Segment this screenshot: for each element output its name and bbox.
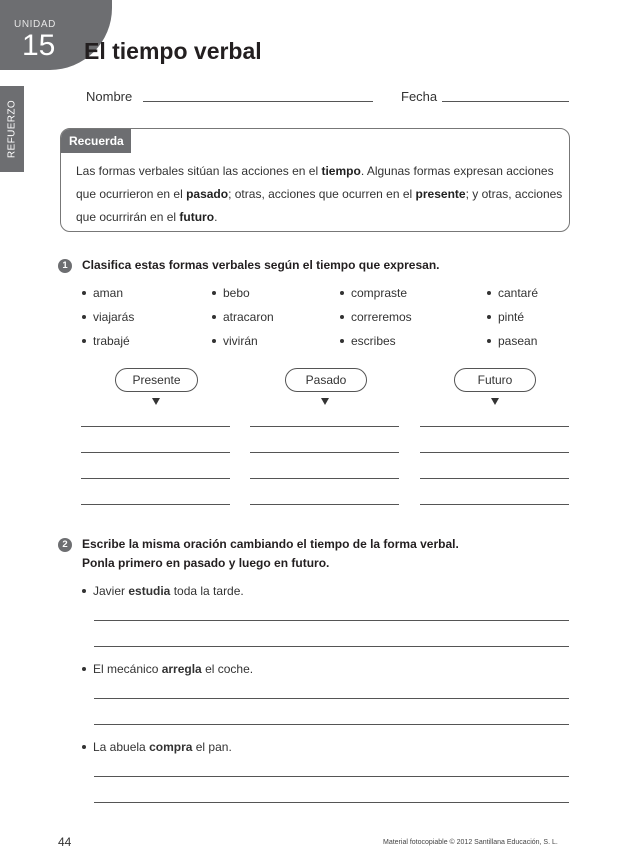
- answer-line-sentence-2[interactable]: [94, 724, 569, 725]
- question-number-2: 2: [58, 538, 72, 552]
- page-number: 44: [58, 835, 72, 849]
- question-number-1: 1: [58, 259, 72, 273]
- answer-line-futuro[interactable]: [420, 504, 569, 505]
- verb-item: trabajé: [82, 334, 130, 348]
- category-pasado: Pasado: [285, 368, 367, 392]
- category-futuro: Futuro: [454, 368, 536, 392]
- answer-line-presente[interactable]: [81, 504, 230, 505]
- answer-line-pasado[interactable]: [250, 426, 399, 427]
- sentence-item: Javier estudia toda la tarde.: [82, 584, 244, 598]
- verb-item: aman: [82, 286, 123, 300]
- name-label: Nombre: [86, 89, 133, 104]
- answer-line-futuro[interactable]: [420, 478, 569, 479]
- verb-item: viajarás: [82, 310, 134, 324]
- answer-line-futuro[interactable]: [420, 426, 569, 427]
- answer-line-pasado[interactable]: [250, 478, 399, 479]
- answer-line-pasado[interactable]: [250, 452, 399, 453]
- sentence-item: El mecánico arregla el coche.: [82, 662, 253, 676]
- answer-line-sentence-1[interactable]: [94, 620, 569, 621]
- arrow-down-icon: [491, 398, 499, 405]
- verb-item: pinté: [487, 310, 524, 324]
- question-2-instruction-line1: Escribe la misma oración cambiando el tiempo de la forma verbal.: [82, 537, 459, 551]
- recuerda-text: Las formas verbales sitúan las acciones en el tiempo. Algunas formas expresan acciones que ocurrieron en el pasado; otras, acciones que ocurren en el presente; y otras, acciones que ocurrirán en el futuro.: [76, 164, 563, 224]
- verb-item: atracaron: [212, 310, 274, 324]
- answer-line-pasado[interactable]: [250, 504, 399, 505]
- answer-line-presente[interactable]: [81, 426, 230, 427]
- date-label: Fecha: [401, 89, 438, 104]
- verb-item: vivirán: [212, 334, 258, 348]
- arrow-down-icon: [321, 398, 329, 405]
- verb-item: bebo: [212, 286, 250, 300]
- sentence-item: La abuela compra el pan.: [82, 740, 232, 754]
- copyright-notice: Material fotocopiable © 2012 Santillana Educación, S. L.: [383, 839, 558, 846]
- date-field[interactable]: [442, 101, 569, 102]
- category-presente: Presente: [115, 368, 198, 392]
- unit-number: 15: [22, 29, 56, 62]
- answer-line-sentence-1[interactable]: [94, 646, 569, 647]
- verb-item: correremos: [340, 310, 412, 324]
- verb-item: pasean: [487, 334, 537, 348]
- name-field[interactable]: [143, 101, 373, 102]
- answer-line-sentence-3[interactable]: [94, 802, 569, 803]
- answer-line-futuro[interactable]: [420, 452, 569, 453]
- question-2-instruction-line2: Ponla primero en pasado y luego en futuro.: [82, 556, 330, 570]
- answer-line-sentence-2[interactable]: [94, 698, 569, 699]
- answer-line-presente[interactable]: [81, 452, 230, 453]
- page-title: El tiempo verbal: [84, 38, 262, 64]
- arrow-down-icon: [152, 398, 160, 405]
- answer-line-sentence-3[interactable]: [94, 776, 569, 777]
- verb-item: escribes: [340, 334, 396, 348]
- side-label: REFUERZO: [6, 99, 18, 159]
- question-1-instruction: Clasifica estas formas verbales según el tiempo que expresan.: [82, 258, 440, 272]
- unit-label: UNIDAD: [14, 19, 56, 30]
- verb-item: cantaré: [487, 286, 538, 300]
- verb-item: compraste: [340, 286, 407, 300]
- recuerda-tab: Recuerda: [61, 129, 131, 153]
- answer-line-presente[interactable]: [81, 478, 230, 479]
